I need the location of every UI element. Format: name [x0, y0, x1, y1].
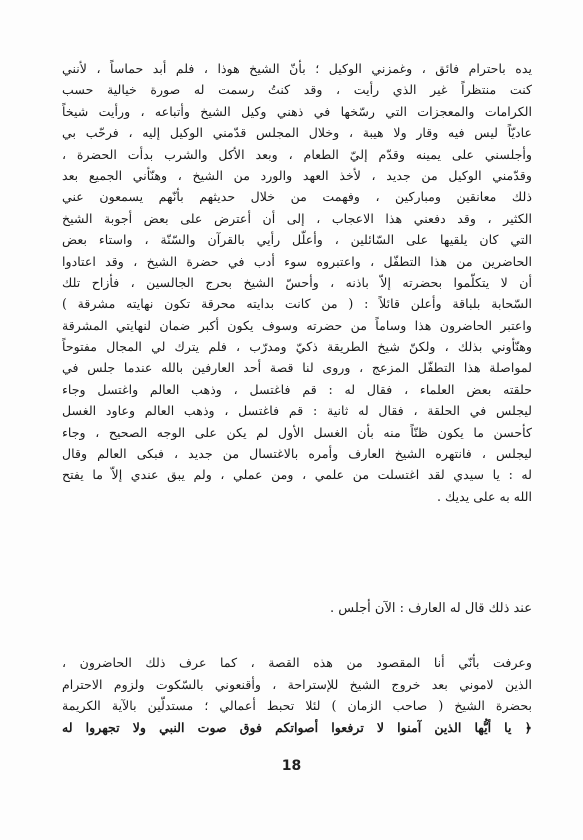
text-line: لمواصلة هذا التطفّل المزعج ، وروى لنا قصة أحد العارفين بالله عندما جلس في — [62, 360, 532, 376]
text-line: له : يا سيدي لقد اغتسلت من علمي ، ومن عملي ، ولم يبق عندي إلاّ ما يفتح — [62, 467, 532, 483]
text-line: الله به على يديك . — [437, 488, 532, 504]
text-line: الكرامات والمعجزات التي رسّخها في ذهني وكيل الشيخ وأتباعه ، ورأيت شيخاً — [62, 103, 532, 119]
text-line: وأجلسني على يمينه وقدّم إليّ الطعام ، وبعد الأكل والشرب بدأت الحضرة ، — [62, 146, 532, 162]
text-line: ليجلس ، فانتهره الشيخ العارف وأمره بالاغتسال من جديد ، فبكى العالم وقال — [62, 446, 532, 462]
text-line: كنت منتظراً غير الذي رأيت ، وقد كنتُ رسمت له صورة خيالية حسب — [62, 82, 532, 98]
text-line: بحضرة الشيخ ( صاحب الزمان ) لئلا تحبط أعمالي ؛ مستدلّين بالآية الكريمة — [62, 698, 532, 713]
text-line: واعتبر الحاضرون هذا وساماً من حضرته وسوف يكون أكبر ضمان لنهايتي المشرقة — [62, 317, 532, 333]
text-line: كأحسن ما يكون ظنّاً منه بأن الغسل الأول لم يكن على الوجه الصحيح ، وجاء — [62, 424, 532, 440]
text-line: يده باحترام فائق ، وغمزني الوكيل ؛ بأنّ الشيخ هوذا ، فلم أبد حماساً ، لأنني — [62, 61, 532, 76]
closing-paragraph — [62, 652, 532, 738]
text-line: السّحابة بلباقة وأعلن قائلاً : ( من كانت بدايته محرقة تكون نهايته مشرقة ) — [62, 296, 532, 312]
text-line: ليجلس في الحلقة ، فقال له ثانية : قم فاغتسل ، وذهب العالم وعاود الغسل — [62, 403, 532, 419]
text-line: الكثير ، وقد دفعني هذا الاعجاب ، إلى أن أعترض على بعض أجوبة الشيخ — [62, 210, 532, 226]
text-line: الحاضرين من هذا التطفّل ، واعتبروه سوء أدب في حضرة الشيخ ، وقد اعتادوا — [62, 253, 532, 269]
text-line: التي كان يلقيها على السّائلين ، وأعلّل رأيي بالقرآن والسّنّة ، واستاء بعض — [62, 232, 532, 248]
text-line: عاديّاً ليس فيه وقار ولا هيبة ، وخلال المجلس قدّمني الوكيل إليه ، فرحّب بي — [62, 125, 532, 141]
text-line: حلقته بعض العلماء ، فقال له : قم فاغتسل ، وذهب العالم واغتسل وجاء — [62, 381, 532, 397]
text-line: وهنّأوني بذلك ، ولكنّ شيخ الطريقة ذكيّ ومدرّب ، فلم يترك لي المجال مفتوحاً — [62, 339, 532, 355]
quran-verse-line: ﴿ يا أيُّها الذين آمنوا لا ترفعوا أصواتكم فوق صوت النبي ولا تجهروا له — [62, 719, 532, 735]
page-number: 18 — [281, 758, 302, 774]
text-line: الذين لاموني بعد خروج الشيخ للإستراحة ، وأقنعوني بالسّكوت ولزوم الاحترام — [62, 676, 532, 692]
text-line: ذلك معانقين ومباركين ، وفهمت من خلال حديثهم بأنّهم يسمعون عني — [62, 189, 532, 205]
aside-line: عند ذلك قال له العارف : الآن أجلس . — [330, 601, 532, 616]
main-paragraph — [62, 58, 532, 507]
text-line: وقدّمني الوكيل من جديد ، لأخذ العهد والورد من الشيخ ، وهنّأني الجميع بعد — [62, 167, 532, 183]
text-line: أن لا يتكلّموا بحضرته إلاّ باذنه ، وأحسّ الشيخ بحرج الجالسين ، فأزاح تلك — [62, 274, 532, 290]
text-line: وعرفت بأنّي أنا المقصود من هذه القصة ، كما عرف ذلك الحاضرون ، — [62, 655, 532, 670]
